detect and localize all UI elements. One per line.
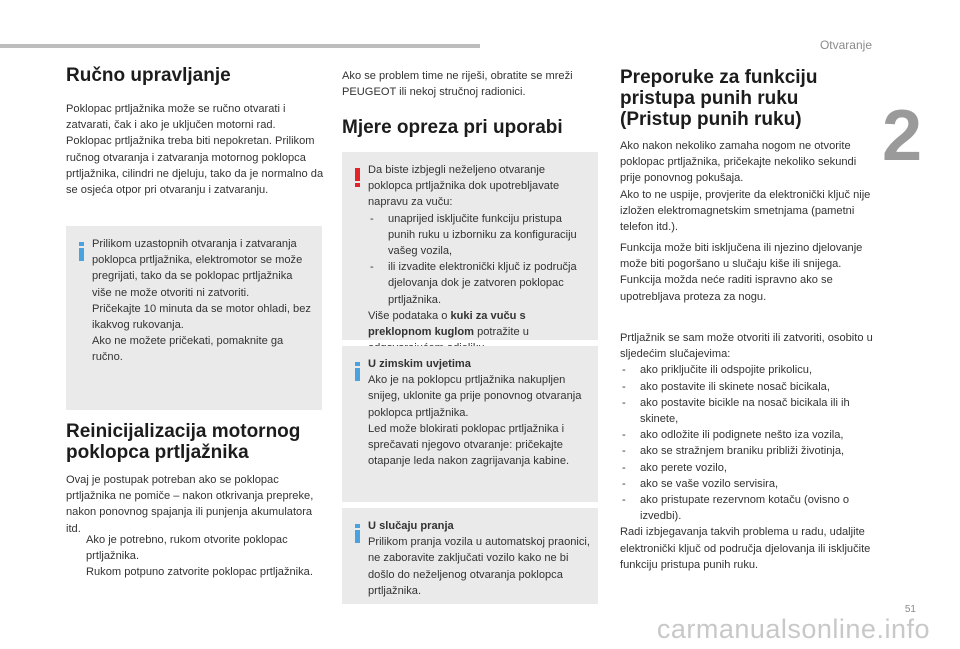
dash-bullet: -	[622, 429, 626, 442]
warning-list	[368, 211, 590, 308]
warning-intro: Da biste izbjegli neželjeno otvaranje poklopca prtljažnika dok upotrebljavate napravu za vuču:	[368, 164, 560, 209]
hands-free-para1: Ako nakon nekoliko zamaha nogom ne otvorite poklopac prtljažnika, pričekajte nekoliko sekundi prije ponovnog pokušaja. Ako to ne uspije, provjerite da elektronički ključ nije izložen elektromagnetskim smetnjama (pametni telefon itd.).	[620, 140, 871, 234]
info-box-overheat-text: Prilikom uzastopnih otvaranja i zatvaranja poklopca prtljažnika, elektromotor se može pregrijati, tako da se poklopac prtljažnika više ne može otvoriti ni zatvoriti. Pričekajte 10 minuta da se motor ohladi, bez ikakvog rukovanja. Ako ne možete pričekati, pomaknite ga ručno.	[92, 238, 311, 364]
manual-operation-text: Poklopac prtljažnika može se ručno otvarati i zatvarati, čak i ako je uključen motorni rad. Poklopac prtljažnika treba biti nepokretan. Prilikom ručnog otvaranja i zatvaranja motornog poklopca prtljažnika, cilindri ne djeluju, tako da je normalno da se osjeća otpor pri otvaranju i zatvaranju.	[66, 103, 324, 197]
list-item	[620, 460, 878, 476]
heading-reinitialization: Reinicijalizacija motornog poklopca prtljažnika	[66, 421, 301, 463]
list-item	[620, 476, 878, 492]
header-rule	[0, 44, 480, 48]
warning-icon	[355, 168, 361, 187]
case-text: ako priključite ili odspojite prikolicu,	[640, 364, 813, 377]
list-item	[620, 427, 878, 443]
case-text: ako pristupate rezervnom kotaču (ovisno o izvedbi).	[640, 494, 850, 523]
dash-bullet: -	[622, 445, 626, 458]
watermark: carmanualsonline.info	[656, 614, 930, 644]
heading-precautions: Mjere opreza pri uporabi	[342, 117, 563, 138]
dash-bullet: -	[622, 494, 626, 507]
list-item	[368, 211, 590, 260]
dash-bullet: -	[622, 461, 626, 474]
case-text: ako postavite ili skinete nosač bicikala,	[640, 380, 830, 393]
more-suffix: potražite u	[477, 326, 529, 339]
warning-box-content	[368, 162, 590, 356]
warning-box-towing	[342, 152, 598, 340]
list-item	[620, 379, 878, 395]
winter-title: U zimskim uvjetima	[368, 358, 471, 370]
dash-bullet: -	[622, 380, 626, 393]
wash-box-content	[368, 518, 590, 599]
hands-free-para2: Funkcija može biti isključena ili njezino djelovanje može biti pogoršano u slučaju kiše ili snijega. Funkcija možda neće raditi ispravno ako se upotrebljava proteza za nogu.	[620, 242, 863, 303]
reinitialization-text: Ovaj je postupak potreban ako se poklopac prtljažnika ne pomiče – nakon otkrivanja prepreke, nakon ponovnog spajanja ili punjenja akumulatora itd.	[66, 474, 314, 535]
section-name: Otvaranje	[819, 38, 872, 52]
cases-list	[620, 362, 878, 524]
list-item	[620, 395, 878, 427]
list-item	[620, 362, 878, 378]
more-prefix: Više podataka o	[368, 309, 451, 322]
case-text: ako perete vozilo,	[640, 461, 727, 474]
heading-hands-free: Preporuke za funkciju pristupa punih ruku (Pristup punih ruku)	[620, 67, 818, 130]
page-number: 51	[904, 604, 916, 615]
info-icon	[79, 242, 85, 261]
towbar-reference: kuki za vuču s preklopnom kuglom	[368, 309, 526, 339]
wash-title: U slučaju pranja	[368, 520, 454, 532]
dash-bullet: -	[370, 261, 374, 274]
info-icon	[355, 524, 361, 543]
case-text: ako se vaše vozilo servisira,	[640, 477, 779, 490]
reinitialization-steps	[66, 532, 324, 581]
chapter-number: 2	[881, 96, 922, 176]
info-box-washing	[342, 508, 598, 604]
winter-text: Ako je na poklopcu prtljažnika nakupljen snijeg, uklonite ga prije ponovnog otvaranja poklopca prtljažnika. Led može blokirati poklopac prtljažnika i sprečavati njegovo otvaranje: pričekajte otapanje leda nakon zagrijavanja kabine.	[368, 374, 582, 468]
info-box-winter	[342, 346, 598, 502]
case-text: ako postavite bicikle na nosač bicikala ili ih skinete,	[640, 396, 850, 426]
list-item	[368, 259, 590, 308]
dash-bullet: -	[622, 477, 626, 490]
list-item	[66, 564, 324, 580]
wash-text: Prilikom pranja vozila u automatskoj praonici, ne zaboravite zaključati vozilo kako ne bi došlo do neželjenog otvaranja poklopca prtljažnika.	[368, 536, 590, 597]
list-item	[620, 443, 878, 459]
warning-item-text: ili izvadite elektronički ključ iz područja djelovanja dok je zatvoren poklopac prtljažnika.	[388, 261, 577, 306]
hands-free-cases	[620, 330, 878, 573]
winter-box-content	[368, 356, 590, 469]
info-box-overheat	[66, 226, 322, 410]
dash-bullet: -	[622, 364, 626, 377]
cases-outro: Radi izbjegavanja takvih problema u radu, udaljite elektronički ključ od područja djelovanja ili isključite funkciju pristupa punih ruku.	[620, 526, 871, 571]
list-item	[620, 492, 878, 524]
list-item	[66, 532, 324, 564]
info-icon	[355, 362, 361, 381]
step-text: Rukom potpuno zatvorite poklopac prtljažnika.	[86, 566, 313, 579]
cases-intro: Prtljažnik se sam može otvoriti ili zatvoriti, osobito u sljedećim slučajevima:	[620, 332, 873, 361]
warning-item-text: unaprijed isključite funkciju pristupa punih ruku u izborniku za konfiguraciju vašeg vozila,	[388, 212, 577, 258]
case-text: ako odložite ili podignete nešto iza vozila,	[640, 429, 844, 442]
heading-manual-operation: Ručno upravljanje	[66, 65, 231, 86]
case-text: ako se stražnjem braniku približi životinja,	[640, 445, 845, 458]
step-text: Ako je potrebno, rukom otvorite poklopac prtljažnika.	[86, 534, 288, 563]
dash-bullet: -	[370, 212, 374, 225]
intro-text: Ako se problem time ne riješi, obratite se mreži PEUGEOT ili nekoj stručnoj radionici.	[342, 70, 573, 99]
dash-bullet: -	[622, 396, 626, 409]
